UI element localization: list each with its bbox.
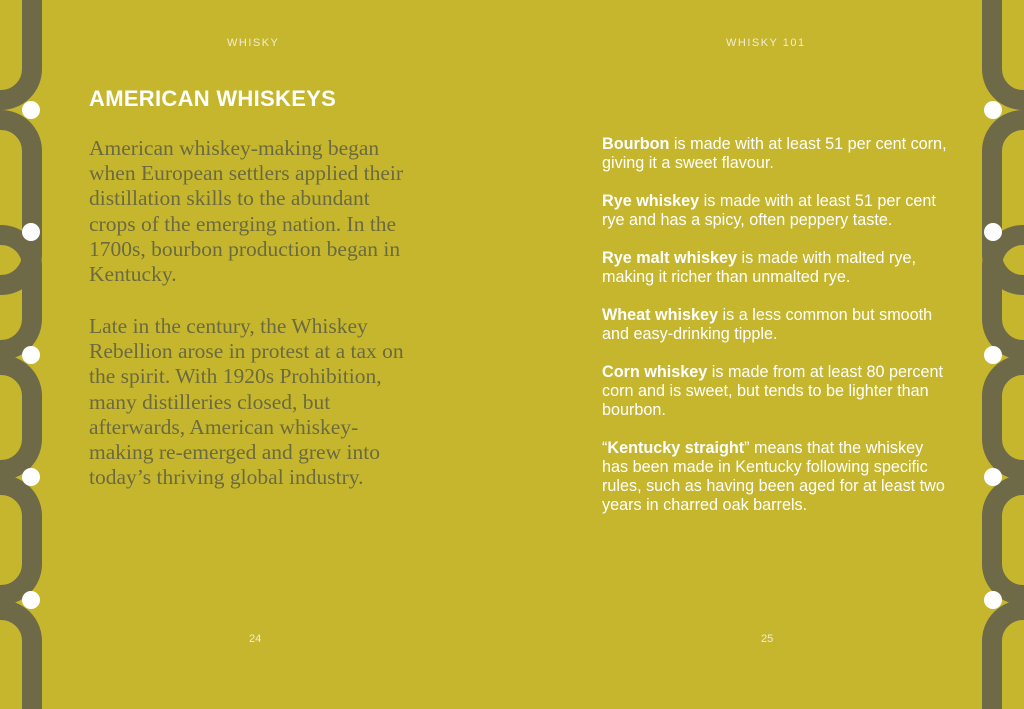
chain-border-left (0, 0, 62, 709)
definition-text: means that the whiskey has been made in Kentucky following specific rules, such as having been aged for at least two years in charred oak barrels. (602, 439, 945, 514)
definition-text: is made with malted rye, making it richer than unmalted rye. (602, 249, 916, 286)
whiskey-definitions-list (602, 135, 947, 534)
definition-term: Kentucky straight (607, 439, 745, 457)
chain-dot (22, 346, 40, 364)
chain-dot (22, 101, 40, 119)
page-number-right: 25 (761, 633, 774, 645)
chain-dot (22, 468, 40, 486)
definition-text: is made with at least 51 per cent corn, giving it a sweet flavour. (602, 135, 947, 172)
chain-dot (984, 101, 1002, 119)
definition-term: Wheat whiskey (602, 306, 719, 324)
body-paragraph-2: Late in the century, the Whiskey Rebellion arose in protest at a tax on the spirit. With 1920s Prohibition, many distilleries closed, but afterwards, American whiskey-making re-emerged and grew into today’s thriving global industry. (89, 314, 404, 490)
definition-rye-whiskey (602, 192, 947, 230)
definition-rye-malt-whiskey (602, 249, 947, 287)
section-heading: AMERICAN WHISKEYS (89, 86, 337, 111)
definition-text: is a less common but smooth and easy-drinking tipple. (602, 306, 933, 343)
chain-dot (984, 468, 1002, 486)
chain-dot (984, 346, 1002, 364)
running-head-right: WHISKY 101 (726, 37, 806, 49)
chain-dot (22, 223, 40, 241)
chain-dot (984, 591, 1002, 609)
chain-dot (22, 591, 40, 609)
right-page (512, 0, 1024, 709)
definition-bourbon (602, 135, 947, 173)
body-paragraph-1: American whiskey-making began when European settlers applied their distillation skills to the abundant crops of the emerging nation. In the 1700s, bourbon production began in Kentucky. (89, 136, 404, 287)
definition-kentucky-straight: “Kentucky straight” means that the whiskey has been made in Kentucky following specific rules, such as having been aged for at least two years in charred oak barrels. (602, 439, 945, 514)
definition-term: Corn whiskey (602, 363, 708, 381)
chain-border-right (962, 0, 1024, 709)
definition-text: is made with at least 51 per cent rye and has a spicy, often peppery taste. (602, 192, 936, 229)
definition-text: is made from at least 80 percent corn and is sweet, but tends to be lighter than bourbon. (602, 363, 943, 419)
chain-link-pattern-left (0, 0, 62, 709)
chain-dot (984, 223, 1002, 241)
definition-term: Bourbon (602, 135, 670, 153)
definition-term: Rye malt whiskey (602, 249, 737, 267)
definition-term: Rye whiskey (602, 192, 700, 210)
definition-corn-whiskey (602, 363, 947, 420)
running-head-left: WHISKY (227, 37, 280, 49)
definition-wheat-whiskey (602, 306, 947, 344)
page-number-left: 24 (249, 633, 262, 645)
chain-link-pattern-right (962, 0, 1024, 709)
